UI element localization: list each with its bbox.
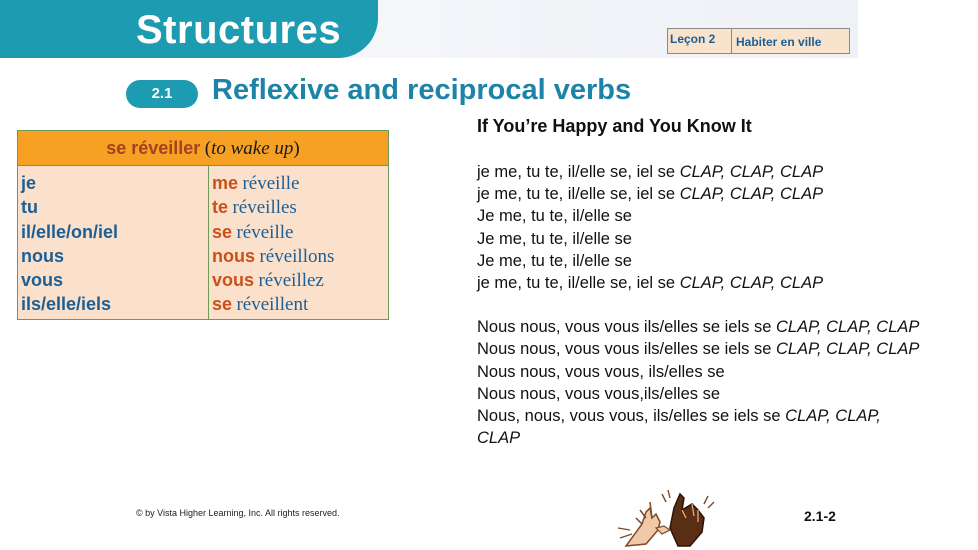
lyric-line: Je me, tu te, il/elle se bbox=[477, 207, 632, 226]
lyric-line: CLAP bbox=[477, 429, 521, 448]
song-title: If You’re Happy and You Know It bbox=[477, 116, 752, 136]
song-lyrics bbox=[477, 116, 972, 449]
section-number-badge: 2.1 bbox=[126, 80, 198, 108]
lyric-line: je me, tu te, il/elle se, iel se CLAP, CLAP, CLAP bbox=[477, 273, 824, 292]
pronoun-cell: nous bbox=[21, 245, 64, 266]
lyric-line: Nous nous, vous vous, ils/elles se bbox=[477, 362, 725, 381]
pronoun-column bbox=[18, 166, 209, 319]
pronoun-cell: il/elle/on/iel bbox=[21, 221, 119, 242]
lyric-line: je me, tu te, il/elle se, iel se CLAP, CLAP, CLAP bbox=[477, 185, 824, 204]
verb-form-cell: se réveille bbox=[212, 221, 294, 243]
verb-form-cell: vous réveillez bbox=[212, 270, 324, 292]
lesson-indicator bbox=[667, 28, 850, 54]
pronoun-cell: ils/elle/iels bbox=[21, 294, 112, 315]
conjugation-table-body bbox=[18, 166, 388, 319]
verb-form-cell: nous réveillons bbox=[212, 245, 335, 267]
lyric-line: Nous nous, vous vous ils/elles se iels se CLAP, CLAP, CLAP bbox=[477, 340, 920, 359]
verb-form-cell: se réveillent bbox=[212, 294, 309, 316]
lyric-line: Nous, nous, vous vous, ils/elles se iels se CLAP, CLAP, bbox=[477, 406, 881, 425]
lesson-name: Habiter en ville bbox=[736, 35, 822, 49]
verse-gap bbox=[477, 294, 972, 316]
lyric-line: je me, tu te, il/elle se, iel se CLAP, CLAP, CLAP bbox=[477, 163, 824, 181]
lesson-number: Leçon 2 bbox=[668, 29, 732, 53]
verb-form-cell: me réveille bbox=[212, 173, 300, 194]
page-title: Structures bbox=[136, 8, 342, 52]
clapping-hands-icon bbox=[612, 488, 724, 550]
pronoun-cell: je bbox=[21, 173, 37, 193]
verb-form-column bbox=[209, 166, 388, 319]
conjugation-table-header bbox=[18, 131, 388, 166]
lyric-line: Je me, tu te, il/elle se bbox=[477, 229, 632, 248]
verb-form-cell: te réveilles bbox=[212, 197, 297, 219]
pronoun-cell: tu bbox=[21, 197, 38, 218]
lyric-line: Nous nous, vous vous,ils/elles se bbox=[477, 384, 721, 403]
verb-infinitive: se réveiller bbox=[106, 138, 201, 158]
conjugation-table bbox=[17, 130, 389, 320]
pronoun-cell: vous bbox=[21, 270, 64, 291]
section-title: Reflexive and reciprocal verbs bbox=[212, 74, 632, 106]
lyric-line: Je me, tu te, il/elle se bbox=[477, 251, 632, 270]
copyright-notice: © by Vista Higher Learning, Inc. All rights reserved. bbox=[136, 508, 340, 518]
lyric-line: Nous nous, vous vous ils/elles se iels se CLAP, CLAP, CLAP bbox=[477, 318, 920, 337]
verb-translation: (to wake up) bbox=[204, 138, 300, 159]
page-number: 2.1-2 bbox=[804, 508, 836, 524]
